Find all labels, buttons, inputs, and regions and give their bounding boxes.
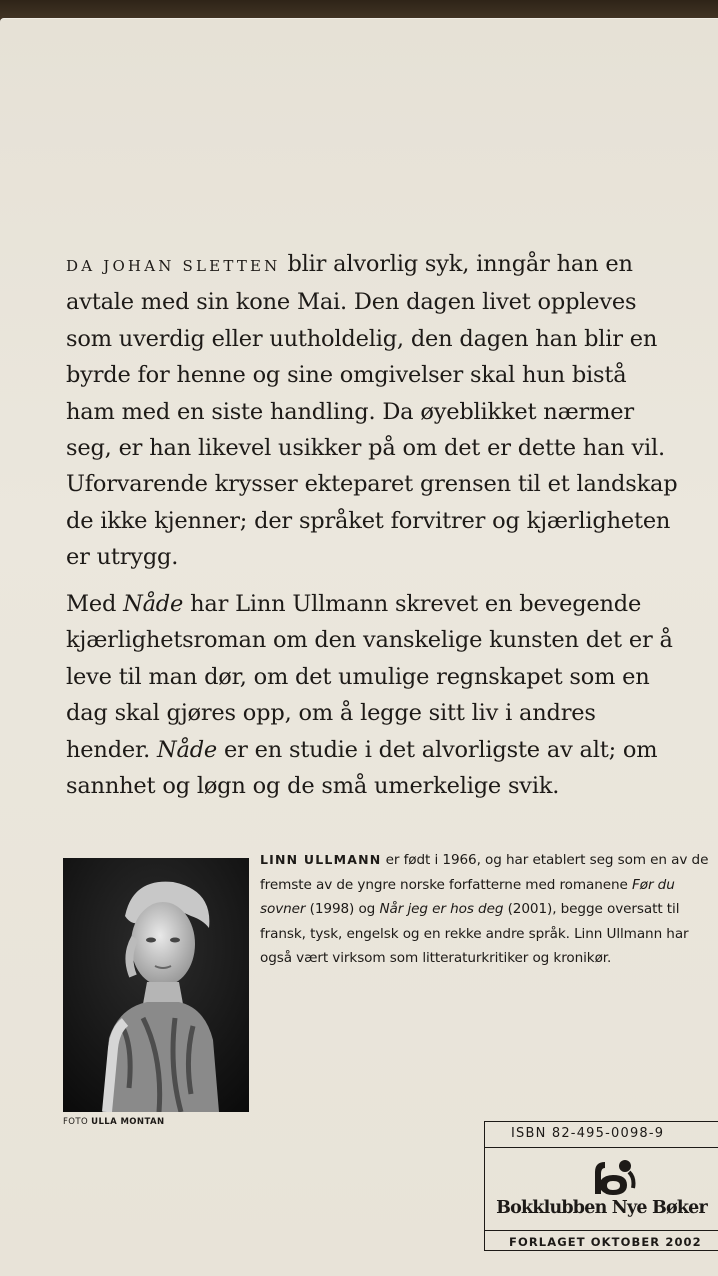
author-bio-text-2: (1998) og bbox=[305, 901, 380, 917]
author-photo bbox=[63, 858, 249, 1112]
blurb-p2-start: Med bbox=[66, 591, 124, 617]
blurb-paragraph-1 bbox=[66, 246, 678, 576]
publisher-logo-icon bbox=[589, 1158, 637, 1196]
edition-line: FORLAGET OKTOBER 2002 bbox=[485, 1230, 718, 1252]
author-book-1: Før du sovner bbox=[260, 876, 675, 917]
book-title-repeat: Nåde bbox=[157, 736, 218, 763]
author-bio-text-3: (2001), begge oversatt til fransk, tysk, engelsk og en rekke andre språk. Linn Ullmann har også vært virksom som litteraturkritiker og kronikør. bbox=[260, 901, 689, 966]
author-name: LINN ULLMANN bbox=[260, 852, 382, 867]
author-book-2: Når jeg er hos deg bbox=[379, 901, 504, 917]
publisher-name: Bokklubben Nye Bøker bbox=[496, 1198, 707, 1218]
photo-credit-name: ULLA MONTAN bbox=[91, 1117, 165, 1127]
isbn-number: ISBN 82-495-0098-9 bbox=[485, 1122, 718, 1148]
blurb-lead-caps: DA JOHAN SLETTEN bbox=[66, 257, 281, 275]
author-portrait-image bbox=[63, 858, 249, 1112]
blurb-p2-end: er en studie i det alvorligste av alt; om sannhet og løgn og de små umerkelige svik. bbox=[66, 736, 658, 800]
author-bio bbox=[260, 848, 710, 971]
photo-credit-prefix: FOTO bbox=[63, 1117, 89, 1127]
blurb-paragraph-2 bbox=[66, 586, 678, 804]
colophon-box bbox=[484, 1121, 718, 1251]
author-bio-text-1: er født i 1966, og har etablert seg som en av de fremste av de yngre norske forfatterne med romanene bbox=[260, 852, 709, 893]
blurb-p2-middle: har Linn Ullmann skrevet en bevegende kjærlighetsroman om den vanskelige kunsten det er å leve til man dør, om det umulige regnskapet som en dag skal gjøres opp, om å legge sitt liv i andres hender. bbox=[66, 591, 673, 763]
book-back-cover bbox=[0, 18, 718, 1276]
blurb-paragraph-1-text: blir alvorlig syk, inngår han en avtale med sin kone Mai. Den dagen livet oppleves som uverdig eller uutholdelig, den dagen han blir en byrde for henne og sine omgivelser skal hun bistå ham med en siste handling. Da øyeblikket nærmer seg, er han likevel usikker på om det er dette han vil. Uforvarende krysser ekteparet grensen til et landskap de ikke kjenner; der språket forvitrer og kjærligheten er utrygg. bbox=[66, 251, 678, 571]
photo-credit bbox=[63, 1117, 164, 1127]
book-title: Nåde bbox=[123, 591, 184, 617]
